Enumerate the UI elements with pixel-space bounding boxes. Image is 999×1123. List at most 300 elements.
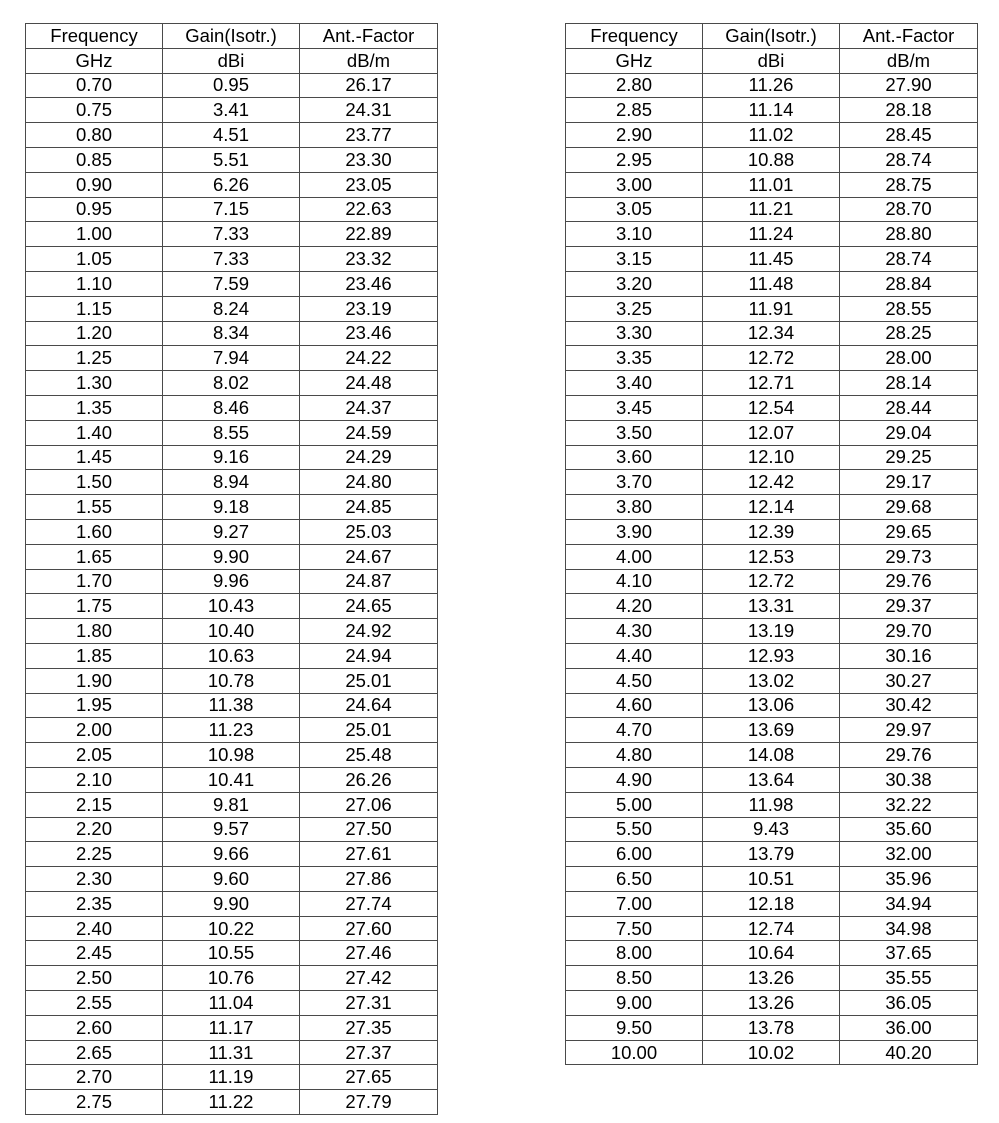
table-row (566, 594, 978, 619)
frequency-cell: 1.60 (26, 519, 163, 544)
header-row-labels (566, 24, 978, 49)
frequency-cell: 6.50 (566, 867, 703, 892)
table-body (26, 73, 438, 1114)
unit-antenna-factor: dB/m (300, 48, 438, 73)
gain-cell: 13.19 (703, 619, 840, 644)
antenna-factor-cell: 29.97 (840, 718, 978, 743)
antenna-factor-cell: 32.00 (840, 842, 978, 867)
frequency-cell: 2.35 (26, 891, 163, 916)
gain-cell: 10.51 (703, 867, 840, 892)
gain-cell: 11.23 (163, 718, 300, 743)
gain-cell: 9.96 (163, 569, 300, 594)
frequency-cell: 3.50 (566, 420, 703, 445)
table-row (26, 346, 438, 371)
gain-cell: 10.64 (703, 941, 840, 966)
frequency-cell: 0.95 (26, 197, 163, 222)
header-row-units (26, 48, 438, 73)
gain-cell: 8.94 (163, 470, 300, 495)
header-frequency: Frequency (566, 24, 703, 49)
gain-cell: 12.71 (703, 371, 840, 396)
table-row (566, 767, 978, 792)
gain-cell: 13.26 (703, 966, 840, 991)
antenna-factor-cell: 35.96 (840, 867, 978, 892)
table-row (26, 668, 438, 693)
frequency-cell: 9.00 (566, 991, 703, 1016)
frequency-cell: 3.80 (566, 495, 703, 520)
table-row (26, 718, 438, 743)
antenna-factor-cell: 24.65 (300, 594, 438, 619)
table-row (566, 544, 978, 569)
antenna-factor-cell: 23.77 (300, 123, 438, 148)
antenna-factor-cell: 27.79 (300, 1090, 438, 1115)
antenna-factor-cell: 25.01 (300, 718, 438, 743)
antenna-factor-cell: 32.22 (840, 792, 978, 817)
frequency-cell: 2.15 (26, 792, 163, 817)
gain-cell: 12.10 (703, 445, 840, 470)
frequency-cell: 2.90 (566, 123, 703, 148)
frequency-cell: 0.85 (26, 147, 163, 172)
unit-gain: dBi (163, 48, 300, 73)
table-row (26, 395, 438, 420)
table-row (26, 544, 438, 569)
table-row (26, 445, 438, 470)
table-row (26, 817, 438, 842)
antenna-factor-cell: 23.32 (300, 247, 438, 272)
frequency-cell: 1.30 (26, 371, 163, 396)
gain-cell: 13.78 (703, 1015, 840, 1040)
gain-cell: 3.41 (163, 98, 300, 123)
table-row (566, 73, 978, 98)
gain-cell: 11.19 (163, 1065, 300, 1090)
antenna-factor-cell: 24.64 (300, 693, 438, 718)
frequency-cell: 2.60 (26, 1015, 163, 1040)
table-row (26, 222, 438, 247)
gain-cell: 0.95 (163, 73, 300, 98)
frequency-cell: 4.20 (566, 594, 703, 619)
frequency-cell: 2.75 (26, 1090, 163, 1115)
unit-frequency: GHz (26, 48, 163, 73)
frequency-cell: 1.00 (26, 222, 163, 247)
frequency-cell: 1.20 (26, 321, 163, 346)
table-row (26, 916, 438, 941)
table-row (26, 693, 438, 718)
gain-cell: 9.90 (163, 544, 300, 569)
gain-cell: 10.88 (703, 147, 840, 172)
antenna-factor-cell: 29.25 (840, 445, 978, 470)
gain-cell: 13.06 (703, 693, 840, 718)
table-row (566, 445, 978, 470)
gain-cell: 9.18 (163, 495, 300, 520)
antenna-factor-cell: 25.03 (300, 519, 438, 544)
frequency-cell: 3.20 (566, 271, 703, 296)
frequency-cell: 2.85 (566, 98, 703, 123)
table-row (26, 842, 438, 867)
table-row (566, 693, 978, 718)
frequency-cell: 4.50 (566, 668, 703, 693)
gain-cell: 11.38 (163, 693, 300, 718)
table-row (26, 197, 438, 222)
table-row (566, 668, 978, 693)
frequency-cell: 2.95 (566, 147, 703, 172)
frequency-cell: 5.50 (566, 817, 703, 842)
antenna-factor-cell: 29.37 (840, 594, 978, 619)
gain-cell: 10.55 (163, 941, 300, 966)
gain-cell: 12.93 (703, 643, 840, 668)
gain-cell: 9.90 (163, 891, 300, 916)
table-row (566, 643, 978, 668)
frequency-cell: 1.50 (26, 470, 163, 495)
antenna-factor-cell: 35.55 (840, 966, 978, 991)
frequency-cell: 1.15 (26, 296, 163, 321)
frequency-cell: 1.35 (26, 395, 163, 420)
gain-cell: 11.21 (703, 197, 840, 222)
frequency-cell: 1.70 (26, 569, 163, 594)
antenna-factor-table-right (565, 23, 978, 1065)
table-row (26, 1040, 438, 1065)
table-row (26, 1090, 438, 1115)
antenna-factor-cell: 30.16 (840, 643, 978, 668)
table-row (26, 271, 438, 296)
frequency-cell: 1.25 (26, 346, 163, 371)
antenna-factor-cell: 27.31 (300, 991, 438, 1016)
table-row (566, 817, 978, 842)
table-row (566, 891, 978, 916)
frequency-cell: 1.80 (26, 619, 163, 644)
frequency-cell: 3.30 (566, 321, 703, 346)
table-row (26, 743, 438, 768)
frequency-cell: 4.70 (566, 718, 703, 743)
antenna-factor-cell: 24.87 (300, 569, 438, 594)
table-row (566, 792, 978, 817)
antenna-factor-cell: 28.45 (840, 123, 978, 148)
gain-cell: 10.40 (163, 619, 300, 644)
table-row (26, 495, 438, 520)
table-row (26, 123, 438, 148)
antenna-factor-cell: 27.06 (300, 792, 438, 817)
frequency-cell: 3.05 (566, 197, 703, 222)
table-row (566, 519, 978, 544)
table-row (26, 941, 438, 966)
table-row (566, 271, 978, 296)
frequency-cell: 5.00 (566, 792, 703, 817)
gain-cell: 9.57 (163, 817, 300, 842)
antenna-factor-cell: 25.01 (300, 668, 438, 693)
antenna-factor-cell: 37.65 (840, 941, 978, 966)
table-row (566, 296, 978, 321)
frequency-cell: 3.25 (566, 296, 703, 321)
antenna-factor-cell: 27.60 (300, 916, 438, 941)
gain-cell: 13.64 (703, 767, 840, 792)
antenna-factor-cell: 28.80 (840, 222, 978, 247)
table-row (26, 296, 438, 321)
frequency-cell: 4.40 (566, 643, 703, 668)
header-row-units (566, 48, 978, 73)
frequency-cell: 3.90 (566, 519, 703, 544)
table-row (26, 767, 438, 792)
gain-cell: 13.02 (703, 668, 840, 693)
antenna-factor-cell: 23.05 (300, 172, 438, 197)
gain-cell: 12.72 (703, 346, 840, 371)
table-row (26, 98, 438, 123)
gain-cell: 7.15 (163, 197, 300, 222)
table-row (26, 991, 438, 1016)
gain-cell: 12.74 (703, 916, 840, 941)
antenna-factor-cell: 28.55 (840, 296, 978, 321)
frequency-cell: 4.00 (566, 544, 703, 569)
gain-cell: 7.33 (163, 247, 300, 272)
header-gain: Gain(Isotr.) (163, 24, 300, 49)
frequency-cell: 3.45 (566, 395, 703, 420)
frequency-cell: 1.65 (26, 544, 163, 569)
table-row (566, 420, 978, 445)
table-row (26, 172, 438, 197)
table-row (26, 73, 438, 98)
table-row (566, 247, 978, 272)
unit-gain: dBi (703, 48, 840, 73)
antenna-factor-cell: 24.31 (300, 98, 438, 123)
gain-cell: 12.34 (703, 321, 840, 346)
header-frequency: Frequency (26, 24, 163, 49)
gain-cell: 7.59 (163, 271, 300, 296)
frequency-cell: 10.00 (566, 1040, 703, 1065)
gain-cell: 9.16 (163, 445, 300, 470)
frequency-cell: 3.35 (566, 346, 703, 371)
frequency-cell: 7.50 (566, 916, 703, 941)
antenna-factor-cell: 23.46 (300, 271, 438, 296)
gain-cell: 11.22 (163, 1090, 300, 1115)
frequency-cell: 2.65 (26, 1040, 163, 1065)
antenna-factor-cell: 28.25 (840, 321, 978, 346)
antenna-factor-cell: 27.46 (300, 941, 438, 966)
antenna-factor-cell: 27.37 (300, 1040, 438, 1065)
frequency-cell: 0.80 (26, 123, 163, 148)
antenna-factor-cell: 24.94 (300, 643, 438, 668)
table-row (26, 247, 438, 272)
frequency-cell: 3.00 (566, 172, 703, 197)
table-row (26, 867, 438, 892)
antenna-factor-cell: 36.05 (840, 991, 978, 1016)
gain-cell: 6.26 (163, 172, 300, 197)
table-row (566, 470, 978, 495)
frequency-cell: 8.00 (566, 941, 703, 966)
gain-cell: 11.26 (703, 73, 840, 98)
frequency-cell: 2.20 (26, 817, 163, 842)
frequency-cell: 1.85 (26, 643, 163, 668)
antenna-factor-cell: 24.48 (300, 371, 438, 396)
frequency-cell: 4.10 (566, 569, 703, 594)
antenna-factor-cell: 24.22 (300, 346, 438, 371)
gain-cell: 13.26 (703, 991, 840, 1016)
antenna-factor-cell: 27.42 (300, 966, 438, 991)
header-gain: Gain(Isotr.) (703, 24, 840, 49)
antenna-factor-cell: 27.86 (300, 867, 438, 892)
antenna-factor-cell: 28.14 (840, 371, 978, 396)
frequency-cell: 2.25 (26, 842, 163, 867)
antenna-factor-cell: 27.74 (300, 891, 438, 916)
antenna-factor-cell: 26.17 (300, 73, 438, 98)
antenna-factor-cell: 23.19 (300, 296, 438, 321)
antenna-factor-cell: 29.17 (840, 470, 978, 495)
frequency-cell: 3.70 (566, 470, 703, 495)
antenna-factor-cell: 30.42 (840, 693, 978, 718)
table-row (566, 941, 978, 966)
frequency-cell: 2.10 (26, 767, 163, 792)
antenna-factor-cell: 27.90 (840, 73, 978, 98)
antenna-factor-cell: 29.73 (840, 544, 978, 569)
unit-frequency: GHz (566, 48, 703, 73)
table-row (566, 371, 978, 396)
frequency-cell: 1.75 (26, 594, 163, 619)
table-row (26, 594, 438, 619)
table-row (26, 321, 438, 346)
frequency-cell: 2.00 (26, 718, 163, 743)
table-row (26, 420, 438, 445)
antenna-factor-cell: 28.44 (840, 395, 978, 420)
table-row (26, 371, 438, 396)
frequency-cell: 6.00 (566, 842, 703, 867)
gain-cell: 11.04 (163, 991, 300, 1016)
gain-cell: 11.02 (703, 123, 840, 148)
antenna-factor-cell: 28.74 (840, 147, 978, 172)
table-row (566, 743, 978, 768)
frequency-cell: 2.80 (566, 73, 703, 98)
gain-cell: 4.51 (163, 123, 300, 148)
antenna-factor-cell: 24.67 (300, 544, 438, 569)
antenna-factor-cell: 26.26 (300, 767, 438, 792)
gain-cell: 12.53 (703, 544, 840, 569)
table-row (26, 891, 438, 916)
antenna-factor-cell: 27.50 (300, 817, 438, 842)
frequency-cell: 1.45 (26, 445, 163, 470)
table-row (26, 792, 438, 817)
frequency-cell: 0.75 (26, 98, 163, 123)
frequency-cell: 1.10 (26, 271, 163, 296)
antenna-factor-cell: 24.37 (300, 395, 438, 420)
gain-cell: 8.55 (163, 420, 300, 445)
antenna-factor-cell: 40.20 (840, 1040, 978, 1065)
frequency-cell: 4.30 (566, 619, 703, 644)
gain-cell: 11.91 (703, 296, 840, 321)
gain-cell: 12.18 (703, 891, 840, 916)
table-body (566, 73, 978, 1065)
gain-cell: 10.98 (163, 743, 300, 768)
frequency-cell: 9.50 (566, 1015, 703, 1040)
frequency-cell: 2.30 (26, 867, 163, 892)
frequency-cell: 3.40 (566, 371, 703, 396)
table-row (566, 991, 978, 1016)
antenna-factor-table-left (25, 23, 438, 1115)
table-row (26, 470, 438, 495)
gain-cell: 8.02 (163, 371, 300, 396)
antenna-factor-cell: 30.27 (840, 668, 978, 693)
gain-cell: 11.45 (703, 247, 840, 272)
frequency-cell: 3.15 (566, 247, 703, 272)
antenna-factor-cell: 29.76 (840, 569, 978, 594)
frequency-cell: 2.05 (26, 743, 163, 768)
antenna-factor-cell: 34.94 (840, 891, 978, 916)
unit-antenna-factor: dB/m (840, 48, 978, 73)
gain-cell: 12.39 (703, 519, 840, 544)
antenna-factor-cell: 28.75 (840, 172, 978, 197)
antenna-factor-cell: 29.68 (840, 495, 978, 520)
table-row (26, 1015, 438, 1040)
table-row (566, 718, 978, 743)
table-row (566, 346, 978, 371)
table-row (566, 1015, 978, 1040)
gain-cell: 10.76 (163, 966, 300, 991)
gain-cell: 9.43 (703, 817, 840, 842)
frequency-cell: 4.60 (566, 693, 703, 718)
gain-cell: 11.14 (703, 98, 840, 123)
gain-cell: 13.69 (703, 718, 840, 743)
gain-cell: 11.31 (163, 1040, 300, 1065)
table-row (566, 1040, 978, 1065)
antenna-factor-cell: 28.18 (840, 98, 978, 123)
antenna-factor-cell: 28.70 (840, 197, 978, 222)
table-row (26, 569, 438, 594)
antenna-factor-cell: 29.76 (840, 743, 978, 768)
frequency-cell: 1.90 (26, 668, 163, 693)
gain-cell: 8.24 (163, 296, 300, 321)
table-row (26, 966, 438, 991)
frequency-cell: 4.90 (566, 767, 703, 792)
frequency-cell: 2.50 (26, 966, 163, 991)
gain-cell: 11.24 (703, 222, 840, 247)
frequency-cell: 2.70 (26, 1065, 163, 1090)
antenna-factor-cell: 25.48 (300, 743, 438, 768)
gain-cell: 14.08 (703, 743, 840, 768)
gain-cell: 9.27 (163, 519, 300, 544)
gain-cell: 8.34 (163, 321, 300, 346)
header-row-labels (26, 24, 438, 49)
gain-cell: 5.51 (163, 147, 300, 172)
antenna-factor-cell: 27.61 (300, 842, 438, 867)
antenna-factor-cell: 28.00 (840, 346, 978, 371)
gain-cell: 11.01 (703, 172, 840, 197)
frequency-cell: 0.90 (26, 172, 163, 197)
antenna-factor-cell: 28.84 (840, 271, 978, 296)
frequency-cell: 2.55 (26, 991, 163, 1016)
frequency-cell: 1.05 (26, 247, 163, 272)
gain-cell: 13.31 (703, 594, 840, 619)
frequency-cell: 2.40 (26, 916, 163, 941)
table-row (566, 222, 978, 247)
gain-cell: 11.98 (703, 792, 840, 817)
gain-cell: 11.17 (163, 1015, 300, 1040)
antenna-factor-cell: 29.70 (840, 619, 978, 644)
antenna-factor-cell: 24.59 (300, 420, 438, 445)
antenna-factor-cell: 28.74 (840, 247, 978, 272)
antenna-factor-cell: 35.60 (840, 817, 978, 842)
table-row (566, 197, 978, 222)
antenna-factor-cell: 30.38 (840, 767, 978, 792)
antenna-factor-cell: 24.29 (300, 445, 438, 470)
table-row (566, 569, 978, 594)
table-row (566, 916, 978, 941)
gain-cell: 9.66 (163, 842, 300, 867)
frequency-cell: 3.10 (566, 222, 703, 247)
table-row (566, 966, 978, 991)
table-row (566, 867, 978, 892)
header-antenna-factor: Ant.-Factor (840, 24, 978, 49)
gain-cell: 10.02 (703, 1040, 840, 1065)
gain-cell: 10.43 (163, 594, 300, 619)
gain-cell: 12.54 (703, 395, 840, 420)
gain-cell: 12.42 (703, 470, 840, 495)
gain-cell: 10.63 (163, 643, 300, 668)
gain-cell: 9.81 (163, 792, 300, 817)
table-row (566, 123, 978, 148)
